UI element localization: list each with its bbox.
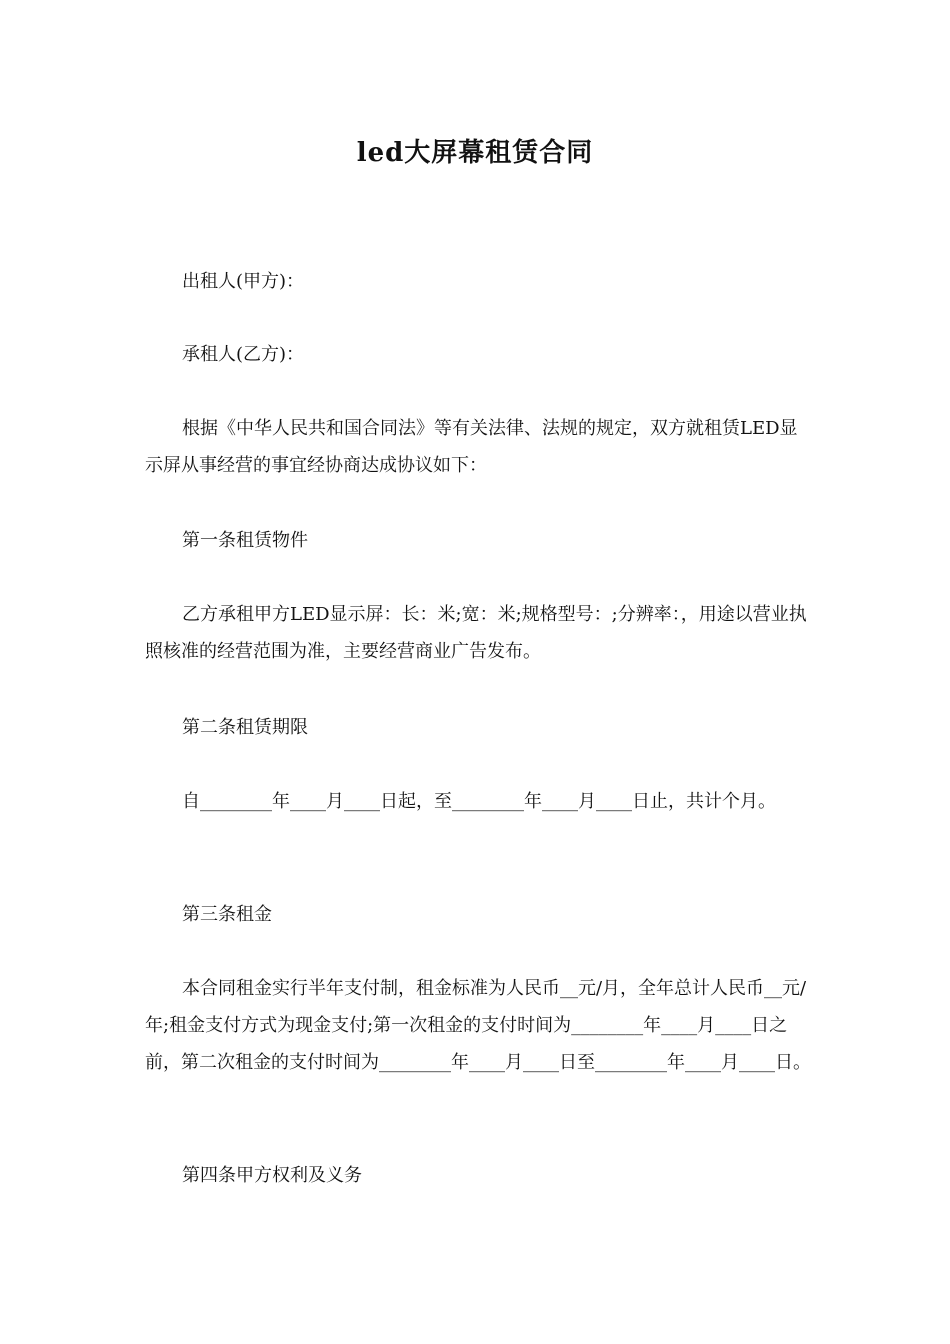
lessee-line: 承租人(乙方)：: [182, 344, 305, 365]
lessor-line: 出租人(甲方)：: [182, 271, 305, 292]
article1-paragraph: 乙方承租甲方LED显示屏：长：米;宽：米;规格型号：;分辨率：，用途以营业执照核准的经营范围为准，主要经营商业广告发布。: [145, 604, 807, 662]
article1-heading: 第一条租赁物件: [182, 530, 308, 551]
article4-heading: 第四条甲方权利及义务: [182, 1165, 362, 1186]
article3-paragraph: 本合同租金实行半年支付制，租金标准为人民币__元/月，全年总计人民币__元/年;租金支付方式为现金支付;第一次租金的支付时间为________年____月____日之前，第二次租金的支付时间为________年____月____日至________年____月____日。: [145, 978, 811, 1073]
preamble-paragraph: 根据《中华人民共和国合同法》等有关法律、法规的规定，双方就租赁LED显示屏从事经营的事宜经协商达成协议如下：: [145, 418, 798, 476]
document-title: led大屏幕租赁合同: [356, 138, 594, 168]
article2-paragraph: 自________年____月____日起，至________年____月____日止，共计个月。: [182, 791, 776, 812]
article3-heading: 第三条租金: [182, 904, 272, 925]
article2-heading: 第二条租赁期限: [182, 717, 308, 738]
